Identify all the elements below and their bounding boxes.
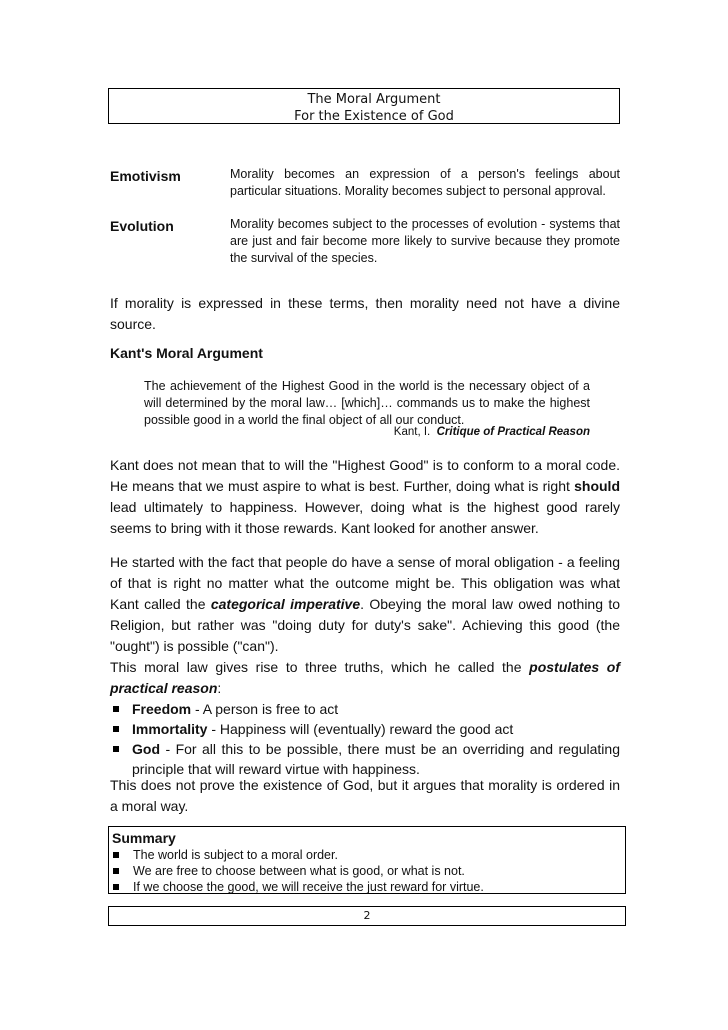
summary-list [112,847,622,895]
postulate-text: - For all this to be possible, there must be an overriding and regulating principle that will reward virtue with happiness. [132,741,620,777]
definition-text: Morality becomes an expression of a person's feelings about particular situations. Morality becomes subject to personal approval. [230,167,620,198]
definition-text: Morality becomes subject to the processes of evolution - systems that are just and fair become more likely to survive because they promote the survival of the species. [230,217,620,265]
summary-item [112,863,622,879]
title-box [108,88,620,124]
quote-work: Critique of Practical Reason [436,426,590,438]
definitions [110,166,620,283]
summary-item [112,879,622,895]
postulate-text: - A person is free to act [191,701,339,717]
postulates-term: postulates of practical reason [110,659,620,696]
title-line-2: For the Existence of God [294,109,454,124]
categorical-imperative-term: categorical imperative [210,596,361,612]
bullet-square-icon [113,868,119,874]
bullet-square-icon [113,706,119,712]
bullet-square-icon [113,726,119,732]
bullet-square-icon [113,852,119,858]
summary-title: Summary [112,830,176,846]
para1-bold: should [574,478,620,494]
kant-quote: The achievement of the Highest Good in the world is the necessary object of a will determined by the moral law… [which]… commands us to make the highest possible good in a world the final object of all our conduct. [144,379,590,427]
bullet-square-icon [113,884,119,890]
page-footer [108,906,626,926]
para2-a: He started with the fact that people do have a sense of moral obligation - a feeling of that is right no matter what the outcome might be. This obligation was what Kant called the [110,554,620,612]
postulate-text: - Happiness will (eventually) reward the good act [207,721,514,737]
para1-b: lead ultimately to happiness. However, doing what is the highest good rarely seems to bring with it those rewards. Kant looked for another answer. [110,499,620,536]
summary-item-text: The world is subject to a moral order. [133,848,338,862]
para2-b: . Obeying the moral law owed nothing to Religion, but rather was "doing duty for duty's sake". Achieving this good (the "ought") is possible ("can"). [110,596,620,654]
para3-b: : [217,680,222,696]
intro-paragraph: If morality is expressed in these terms, then morality need not have a divine source. [110,295,620,332]
paragraph-highest-good [110,455,620,539]
definition-emotivism [110,166,620,200]
para3-a: This moral law gives rise to three truths, which he called the [110,659,530,675]
conclusion-paragraph: This does not prove the existence of God, but it argues that morality is ordered in a moral way. [110,777,620,814]
postulate-name: God [132,741,160,757]
summary-item-text: We are free to choose between what is good, or what is not. [133,864,465,878]
postulate-name: Immortality [132,721,208,737]
postulates-list [110,699,620,779]
postulate-name: Freedom [132,701,192,717]
paragraph-categorical-imperative [110,552,620,657]
definition-term: Evolution [110,218,174,234]
paragraph-postulates [110,657,620,699]
definition-term: Emotivism [110,168,181,184]
bullet-square-icon [113,746,119,752]
definition-evolution [110,216,620,267]
kant-heading: Kant's Moral Argument [110,345,263,361]
summary-box [108,826,626,894]
summary-item-text: If we choose the good, we will receive the just reward for virtue. [133,880,484,894]
quote-author: Kant, I. [393,426,431,438]
postulate-freedom [110,699,620,719]
title-line-1: The Moral Argument [307,92,441,107]
para1-a: Kant does not mean that to will the "Highest Good" is to conform to a moral code. He means that we must aspire to what is best. Further, doing what is right [110,457,620,494]
summary-item [112,847,622,863]
page-number: 2 [363,909,371,922]
quote-citation [144,425,590,440]
postulate-god [110,739,620,779]
postulate-immortality [110,719,620,739]
